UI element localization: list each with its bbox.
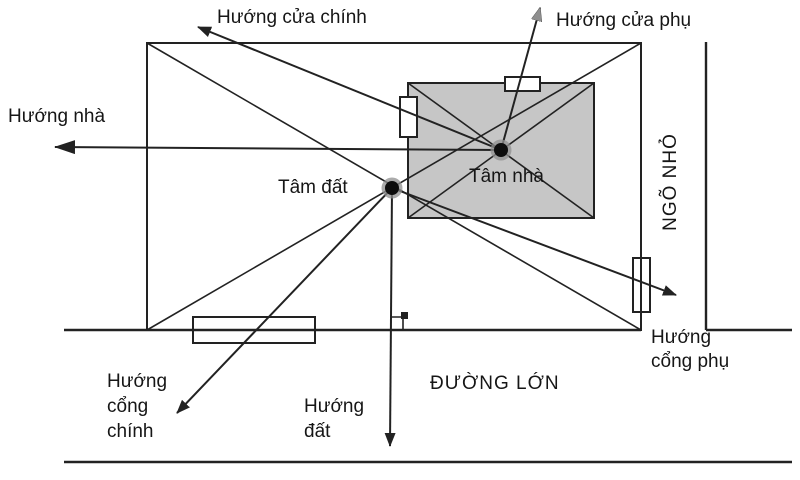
main-gate-direction-arrow — [177, 188, 392, 413]
house-center-label: Tâm nhà — [469, 166, 544, 187]
small-alley-label: NGÕ NHỎ — [660, 133, 681, 231]
house-center-dot — [494, 143, 508, 157]
right-angle-flag — [401, 312, 408, 319]
main-door-direction-label: Hướng cửa chính — [217, 7, 367, 28]
land-center-label: Tâm đất — [278, 177, 348, 198]
main-gate-direction-label: Hướng cổng chính — [107, 371, 168, 442]
house-direction-label: Hướng nhà — [8, 106, 106, 127]
main-door-rect — [400, 97, 417, 137]
land-direction-arrow — [390, 188, 392, 446]
secondary-door-rect — [505, 77, 540, 91]
secondary-gate-direction-label: Hướng cổng phụ — [651, 327, 730, 372]
land-direction-label: Hướng đất — [304, 396, 365, 442]
big-road-label: ĐƯỜNG LỚN — [430, 373, 560, 394]
secondary-door-direction-label: Hướng cửa phụ — [556, 10, 692, 31]
land-center-dot — [385, 181, 399, 195]
